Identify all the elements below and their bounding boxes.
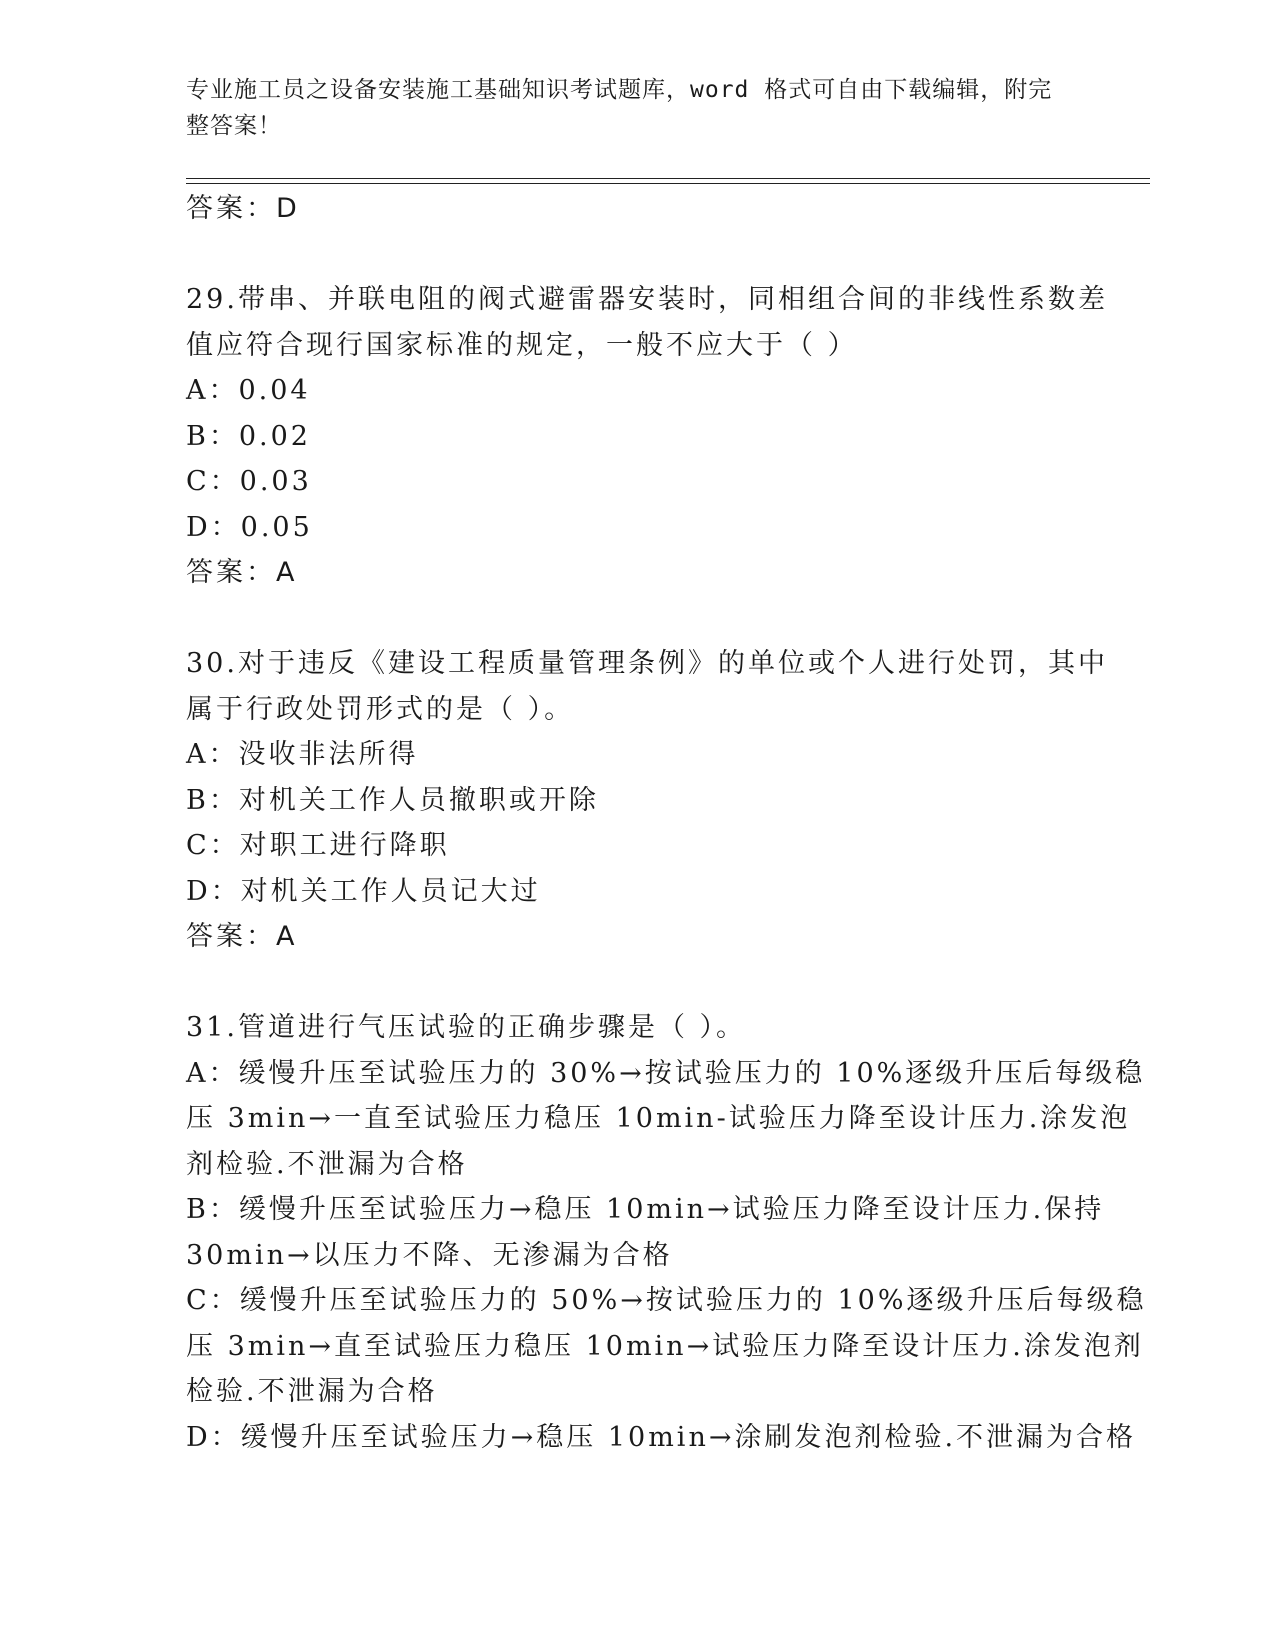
spacer [186, 596, 1086, 642]
option-a-cont: 压 3min→一直至试验压力稳压 10min-试验压力降至设计压力.涂发泡 [186, 1103, 1131, 1134]
spacer [186, 960, 1086, 1006]
option-b: B：0.02 [186, 420, 311, 452]
document-header [186, 72, 1086, 144]
previous-answer: 答案：D [186, 193, 300, 224]
option-c: C：0.03 [186, 466, 312, 497]
option-b-cont: 30min→以压力不降、无渗漏为合格 [186, 1239, 673, 1271]
question-text: 属于行政处罚形式的是（ ）。 [186, 693, 575, 725]
option-c: C：缓慢升压至试验压力的 50%→按试验压力的 10%逐级升压后每级稳 [186, 1285, 1147, 1316]
question-30 [186, 641, 1108, 960]
option-d: D：缓慢升压至试验压力→稳压 10min→涂刷发泡剂检验.不泄漏为合格 [186, 1421, 1137, 1453]
answer: 答案：A [186, 921, 298, 952]
option-d: D：0.05 [186, 511, 313, 543]
option-c: C：对职工进行降职 [186, 830, 450, 861]
question-31 [186, 1005, 1147, 1460]
option-d: D：对机关工作人员记大过 [186, 875, 541, 907]
answer: 答案：A [186, 557, 298, 588]
option-a-cont: 剂检验.不泄漏为合格 [186, 1148, 468, 1180]
header-rule-top [186, 178, 1150, 179]
question-text: 31.管道进行气压试验的正确步骤是（ ）。 [186, 1012, 747, 1043]
question-text: 29.带串、并联电阻的阀式避雷器安装时，同相组合间的非线性系数差 [186, 284, 1108, 315]
option-a: A：没收非法所得 [186, 739, 419, 770]
header-line-1: 专业施工员之设备安装施工基础知识考试题库，word 格式可自由下载编辑，附完 [186, 77, 1053, 103]
option-a: A：缓慢升压至试验压力的 30%→按试验压力的 10%逐级升压后每级稳 [186, 1057, 1146, 1089]
question-text: 值应符合现行国家标准的规定，一般不应大于（ ） [186, 329, 858, 361]
option-b: B：缓慢升压至试验压力→稳压 10min→试验压力降至设计压力.保持 [186, 1194, 1105, 1225]
option-b: B：对机关工作人员撤职或开除 [186, 784, 599, 816]
header-line-2: 整答案！ [186, 113, 282, 139]
spacer [186, 232, 1086, 278]
option-c-cont: 检验.不泄漏为合格 [186, 1376, 438, 1407]
document-body [186, 186, 1147, 1460]
question-text: 30.对于违反《建设工程质量管理条例》的单位或个人进行处罚，其中 [186, 648, 1108, 679]
header-rule-bottom [186, 183, 1150, 184]
question-29 [186, 277, 1108, 596]
option-a: A：0.04 [186, 375, 311, 406]
option-c-cont: 压 3min→直至试验压力稳压 10min→试验压力降至设计压力.涂发泡剂 [186, 1330, 1144, 1362]
